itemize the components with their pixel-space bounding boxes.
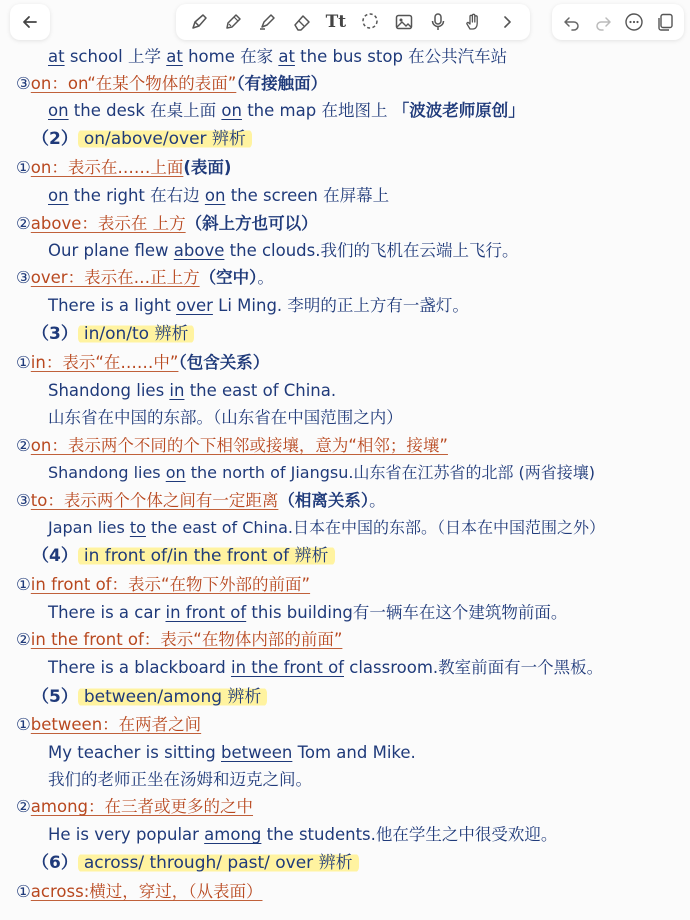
example-line	[48, 378, 336, 404]
rule-line	[16, 155, 231, 181]
example-keyword: on	[221, 101, 242, 120]
example-text: He is very popular	[48, 825, 205, 844]
example-text: this building有一辆车在这个建筑物前面。	[246, 603, 568, 622]
example-text: school 上学	[64, 47, 167, 66]
example-text: the desk 在桌上面	[68, 101, 222, 120]
rule-line	[16, 712, 201, 738]
example-text: Li Ming. 李明的正上方有一盏灯。	[212, 296, 469, 315]
example-line	[48, 515, 605, 541]
rule-text: among：在三者或更多的之中	[30, 797, 254, 816]
example-text: the east of China.	[184, 381, 337, 400]
author-credit: 「波波老师原创」	[392, 101, 525, 120]
rule-note: （包含关系）	[178, 353, 270, 372]
pen-icon[interactable]	[188, 11, 210, 33]
example-text: Japan lies	[48, 518, 130, 537]
example-keyword: over	[176, 296, 213, 315]
lasso-icon[interactable]	[359, 11, 381, 33]
example-text: Tom and Mike.	[292, 743, 416, 762]
rule-line	[16, 794, 253, 820]
rule-line	[16, 572, 310, 598]
rule-line	[16, 879, 263, 905]
item-number: ②	[16, 797, 31, 816]
section-heading	[32, 321, 194, 347]
section-number: （6）	[32, 853, 78, 873]
item-number: ③	[16, 74, 31, 93]
example-text: home 在家	[182, 47, 279, 66]
section-heading	[32, 126, 252, 152]
item-number: ①	[16, 158, 31, 177]
example-text: There is a blackboard	[48, 658, 231, 677]
rule-text: on：on“在某个物体的表面”	[30, 74, 237, 93]
example-line	[48, 183, 389, 209]
rule-text: to：表示两个个体之间有一定距离	[30, 491, 279, 510]
example-line	[48, 600, 567, 626]
example-keyword: in the front of	[230, 658, 344, 677]
example-keyword: at	[278, 47, 295, 66]
example-text: Shandong lies	[48, 381, 170, 400]
example-keyword: between	[221, 743, 293, 762]
microphone-icon[interactable]	[427, 11, 449, 33]
example-line	[48, 822, 557, 848]
rule-text: in front of：表示“在物下外部的前面”	[30, 575, 311, 594]
item-number: ①	[16, 353, 31, 372]
rule-note: （空中）	[199, 268, 258, 287]
toolbar	[0, 0, 690, 44]
hand-icon[interactable]	[462, 11, 484, 33]
back-button[interactable]	[10, 4, 50, 40]
eraser-icon[interactable]	[291, 11, 313, 33]
example-keyword: on	[204, 186, 226, 205]
example-text: the east of China.日本在中国的东部。（日本在中国范围之外）	[145, 518, 606, 537]
punctuation: 。	[257, 268, 274, 287]
pages-icon[interactable]	[654, 11, 676, 33]
example-line	[48, 767, 312, 793]
example-keyword: on	[48, 101, 69, 120]
rule-note: （有接触面）	[236, 74, 328, 93]
section-heading	[32, 850, 359, 876]
rule-line	[16, 71, 327, 97]
rule-note: （相离关系）	[278, 491, 370, 510]
rule-text: on：表示在……上面	[30, 158, 184, 177]
example-text: classroom.教室前面有一个黑板。	[344, 658, 604, 677]
item-number: ①	[16, 882, 31, 901]
item-number: ③	[16, 491, 31, 510]
rule-line	[16, 211, 318, 237]
example-text: There is a car	[48, 603, 166, 622]
tools-bar	[176, 4, 530, 40]
example-keyword: on	[48, 186, 69, 205]
example-text: Shandong lies	[48, 463, 166, 482]
example-text: Our plane flew	[48, 241, 174, 260]
example-line	[48, 460, 595, 486]
item-number: ②	[16, 630, 31, 649]
image-icon[interactable]	[393, 11, 415, 33]
item-number: ③	[16, 268, 31, 287]
example-keyword: in	[169, 381, 185, 400]
rule-text: across:横过，穿过，（从表面）	[30, 882, 263, 901]
rule-line	[16, 488, 386, 514]
highlighter-icon[interactable]	[256, 11, 278, 33]
rule-text: in：表示“在……中”	[30, 353, 179, 372]
example-keyword: among	[204, 825, 262, 844]
item-number: ①	[16, 715, 31, 734]
section-title: on/above/over 辨析	[78, 129, 252, 149]
example-line	[48, 98, 525, 124]
example-keyword: on	[165, 463, 186, 482]
redo-icon[interactable]	[592, 11, 614, 33]
rule-line	[16, 265, 274, 291]
text-tool-icon[interactable]: Tt	[325, 12, 347, 32]
example-keyword: in front of	[165, 603, 247, 622]
example-text: the students.他在学生之中很受欢迎。	[261, 825, 558, 844]
section-title: in front of/in the front of 辨析	[78, 546, 335, 566]
rule-text: between：在两者之间	[30, 715, 202, 734]
rule-line	[16, 627, 342, 653]
undo-icon[interactable]	[561, 11, 583, 33]
item-number: ②	[16, 214, 31, 233]
example-line	[48, 238, 518, 264]
rule-note: （斜上方也可以）	[185, 214, 318, 233]
actions-bar	[552, 4, 684, 40]
example-keyword: at	[48, 47, 65, 66]
example-text: the screen 在屏幕上	[225, 186, 390, 205]
section-number: （3）	[32, 324, 78, 344]
example-text: the north of Jiangsu.山东省在江苏省的北部 (两省接壤)	[185, 463, 596, 482]
example-text: My teacher is sitting	[48, 743, 221, 762]
rule-line	[16, 433, 448, 459]
example-text: the clouds.我们的飞机在云端上飞行。	[224, 241, 519, 260]
chevron-right-icon[interactable]	[496, 11, 518, 33]
section-number: （2）	[32, 129, 78, 149]
item-number: ①	[16, 575, 31, 594]
example-line	[48, 655, 603, 681]
example-text: the bus stop 在公共汽车站	[294, 47, 508, 66]
section-number: （4）	[32, 546, 78, 566]
example-text: the map 在地图上	[241, 101, 393, 120]
section-title: in/on/to 辨析	[78, 324, 195, 344]
example-text: There is a light	[48, 296, 177, 315]
pencil-icon[interactable]	[222, 11, 244, 33]
example-text: 山东省在中国的东部。（山东省在中国范围之内）	[48, 408, 403, 427]
rule-note: (表面)	[183, 158, 232, 177]
example-line	[48, 740, 416, 766]
section-heading	[32, 684, 267, 710]
example-keyword: above	[173, 241, 225, 260]
item-number: ②	[16, 436, 31, 455]
example-line	[48, 293, 469, 319]
section-title: across/ through/ past/ over 辨析	[78, 853, 359, 873]
rule-text: above：表示在 上方	[30, 214, 186, 233]
example-line	[48, 44, 507, 70]
example-line	[48, 405, 403, 431]
section-title: between/among 辨析	[78, 687, 268, 707]
example-keyword: to	[129, 518, 146, 537]
section-heading	[32, 543, 335, 569]
rule-text: on：表示两个不同的个下相邻或接壤，意为“相邻；接壤”	[30, 436, 448, 455]
rule-line	[16, 350, 269, 376]
rule-text: over：表示在…正上方	[30, 268, 200, 287]
rule-text: in the front of：表示“在物体内部的前面”	[30, 630, 343, 649]
example-keyword: at	[166, 47, 183, 66]
more-icon[interactable]	[623, 11, 645, 33]
example-text: the right 在右边	[68, 186, 205, 205]
section-number: （5）	[32, 687, 78, 707]
example-text: 我们的老师正坐在汤姆和迈克之间。	[48, 770, 312, 789]
punctuation: 。	[369, 491, 386, 510]
back-arrow-icon	[19, 11, 41, 33]
